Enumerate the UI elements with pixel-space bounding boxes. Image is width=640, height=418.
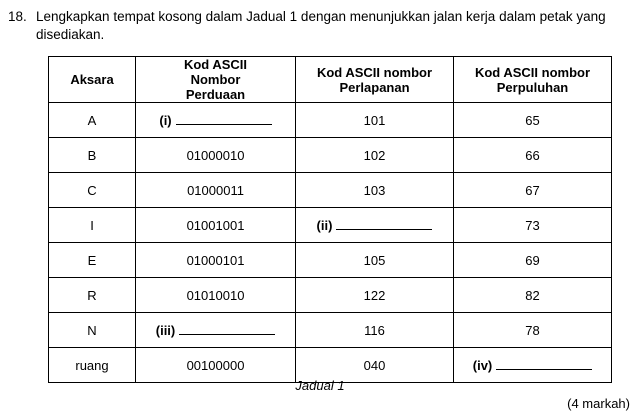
blank-label: (iii) bbox=[155, 323, 176, 338]
cell-decimal: 65 bbox=[454, 103, 612, 138]
cell-binary: 01000011 bbox=[136, 173, 296, 208]
cell-char: R bbox=[49, 278, 136, 313]
cell-binary-blank[interactable] bbox=[136, 313, 296, 348]
table-row bbox=[49, 103, 612, 138]
cell-binary: 01000010 bbox=[136, 138, 296, 173]
cell-char: C bbox=[49, 173, 136, 208]
blank-label: (i) bbox=[159, 113, 172, 128]
cell-octal: 122 bbox=[296, 278, 454, 313]
marks-label: (4 markah) bbox=[567, 396, 630, 411]
table-row bbox=[49, 173, 612, 208]
table-row bbox=[49, 243, 612, 278]
answer-line bbox=[176, 112, 272, 125]
answer-line bbox=[336, 217, 432, 230]
cell-octal: 102 bbox=[296, 138, 454, 173]
cell-binary: 01010010 bbox=[136, 278, 296, 313]
cell-decimal: 82 bbox=[454, 278, 612, 313]
table-row bbox=[49, 138, 612, 173]
cell-octal: 101 bbox=[296, 103, 454, 138]
header-binary-label: Kod ASCII Nombor Perduaan bbox=[183, 57, 248, 102]
cell-char: N bbox=[49, 313, 136, 348]
header-decimal-label: Kod ASCII nombor Perpuluhan bbox=[474, 64, 591, 95]
ascii-table bbox=[48, 56, 612, 383]
cell-binary-blank[interactable] bbox=[136, 103, 296, 138]
header-octal bbox=[296, 57, 454, 103]
table-header-row bbox=[49, 57, 612, 103]
header-decimal bbox=[454, 57, 612, 103]
table-caption: Jadual 1 bbox=[295, 378, 345, 393]
question bbox=[8, 8, 628, 44]
cell-decimal: 73 bbox=[454, 208, 612, 243]
cell-decimal: 78 bbox=[454, 313, 612, 348]
cell-decimal: 66 bbox=[454, 138, 612, 173]
header-octal-label: Kod ASCII nombor Perlapanan bbox=[316, 64, 433, 95]
answer-line bbox=[179, 322, 275, 335]
blank-label: (iv) bbox=[472, 358, 493, 373]
cell-binary: 00100000 bbox=[136, 348, 296, 383]
cell-char: B bbox=[49, 138, 136, 173]
cell-binary: 01000101 bbox=[136, 243, 296, 278]
answer-blank-ii[interactable] bbox=[317, 217, 433, 233]
cell-binary: 01001001 bbox=[136, 208, 296, 243]
answer-line bbox=[496, 357, 592, 370]
cell-octal: 103 bbox=[296, 173, 454, 208]
header-binary bbox=[136, 57, 296, 103]
cell-char: ruang bbox=[49, 348, 136, 383]
cell-char: A bbox=[49, 103, 136, 138]
cell-char: E bbox=[49, 243, 136, 278]
table-row bbox=[49, 278, 612, 313]
question-number: 18. bbox=[8, 9, 27, 24]
answer-blank-iv[interactable] bbox=[473, 357, 593, 373]
answer-blank-iii[interactable] bbox=[156, 322, 276, 338]
cell-decimal: 67 bbox=[454, 173, 612, 208]
cell-char: I bbox=[49, 208, 136, 243]
header-aksara: Aksara bbox=[49, 57, 136, 103]
blank-label: (ii) bbox=[316, 218, 333, 233]
cell-decimal: 69 bbox=[454, 243, 612, 278]
cell-octal-blank[interactable] bbox=[296, 208, 454, 243]
table-row bbox=[49, 313, 612, 348]
question-text: Lengkapkan tempat kosong dalam Jadual 1 dengan menunjukkan jalan kerja dalam petak yang disediakan. bbox=[36, 9, 606, 42]
table-row bbox=[49, 208, 612, 243]
cell-octal: 116 bbox=[296, 313, 454, 348]
cell-octal: 040 bbox=[296, 348, 454, 383]
cell-octal: 105 bbox=[296, 243, 454, 278]
answer-blank-i[interactable] bbox=[159, 112, 271, 128]
